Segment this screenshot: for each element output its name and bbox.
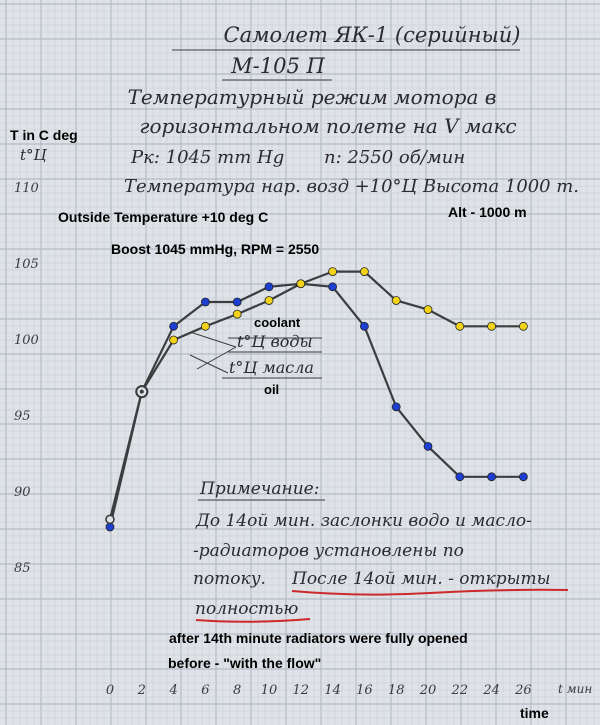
data-point-oil [201, 322, 209, 330]
note-line-1: До 14ой мин. заслонки водо и масло- [196, 511, 532, 531]
y-axis-label-en: T in C deg [10, 127, 78, 143]
title-line-4: горизонтальном полете на V макс [139, 114, 517, 138]
data-point-oil [265, 296, 273, 304]
data-point-coolant [106, 523, 114, 531]
boost-en: Boost 1045 mmHg, RPM = 2550 [111, 241, 320, 257]
x-tick-label: 0 [105, 683, 115, 698]
x-axis-label-en: time [520, 705, 549, 721]
y-axis-unit: t°Ц [20, 146, 47, 164]
y-tick-label: 85 [14, 561, 31, 576]
note-line-3a: потоку. [193, 569, 266, 589]
data-point-oil [392, 296, 400, 304]
data-point-oil [360, 268, 368, 276]
data-point-coolant [233, 298, 241, 306]
y-tick-label: 105 [14, 257, 39, 272]
x-tick-label: 10 [260, 683, 278, 698]
data-point-coolant [456, 473, 464, 481]
y-tick-label: 95 [14, 409, 31, 424]
altitude-en: Alt - 1000 m [448, 204, 527, 220]
x-tick-label: 20 [419, 683, 437, 698]
x-tick-label: 2 [137, 683, 146, 698]
oil-label-en: oil [264, 382, 280, 397]
y-tick-label: 100 [14, 333, 39, 348]
data-point-oil [488, 322, 496, 330]
note-en-2: before - "with the flow" [168, 655, 322, 671]
data-point-oil [424, 306, 432, 314]
x-tick-label: 6 [201, 683, 210, 698]
x-tick-label: 26 [515, 683, 532, 698]
data-point-oil [233, 310, 241, 318]
data-point-oil [519, 322, 527, 330]
data-point-oil [297, 280, 305, 288]
x-axis-unit: t мин [558, 682, 593, 696]
title-line-2: М-105 П [231, 54, 325, 78]
x-tick-label: 18 [387, 683, 405, 698]
data-point-oil [329, 268, 337, 276]
data-point-coolant [360, 322, 368, 330]
data-point-coolant [201, 298, 209, 306]
x-tick-label: 4 [169, 683, 178, 698]
data-point-coolant [329, 283, 337, 291]
coolant-label-en: coolant [254, 315, 301, 330]
data-point-center-oil [140, 390, 144, 394]
title-line-1: Самолет ЯК-1 (серийный) [223, 23, 521, 47]
outside-temp-en: Outside Temperature +10 deg C [58, 209, 269, 225]
data-point-coolant [488, 473, 496, 481]
x-tick-label: 16 [356, 683, 373, 698]
note-line-2: -радиаторов установлены по [193, 541, 464, 561]
note-line-3b: После 14ой мин. - открыты [292, 569, 551, 589]
data-point-coolant [392, 403, 400, 411]
y-tick-label: 110 [14, 181, 39, 196]
series-label-oil: t°Ц масла [229, 358, 314, 377]
note-en-1: after 14th minute radiators were fully opened [169, 630, 468, 646]
note-title: Примечание: [200, 479, 320, 499]
title-line-3: Температурный режим мотора в [127, 85, 497, 109]
series-label-water: t°Ц воды [237, 332, 313, 351]
data-point-coolant [519, 473, 527, 481]
data-point-oil [170, 336, 178, 344]
x-tick-label: 22 [451, 683, 469, 698]
data-point-oil [106, 515, 114, 523]
data-point-coolant [170, 322, 178, 330]
y-tick-label: 90 [14, 485, 31, 500]
data-point-coolant [424, 442, 432, 450]
data-point-coolant [265, 283, 273, 291]
x-tick-label: 14 [324, 683, 341, 698]
note-line-4: полностью [195, 599, 299, 619]
boost-ru: Рк: 1045 mm Hg [131, 147, 285, 168]
x-tick-label: 8 [233, 683, 242, 698]
x-tick-label: 24 [483, 683, 500, 698]
x-tick-label: 12 [292, 683, 310, 698]
data-point-oil [456, 322, 464, 330]
rpm-ru: n: 2550 об/мин [324, 147, 466, 168]
conditions-ru: Температура нар. возд +10°Ц Высота 1000 m. [124, 176, 579, 197]
